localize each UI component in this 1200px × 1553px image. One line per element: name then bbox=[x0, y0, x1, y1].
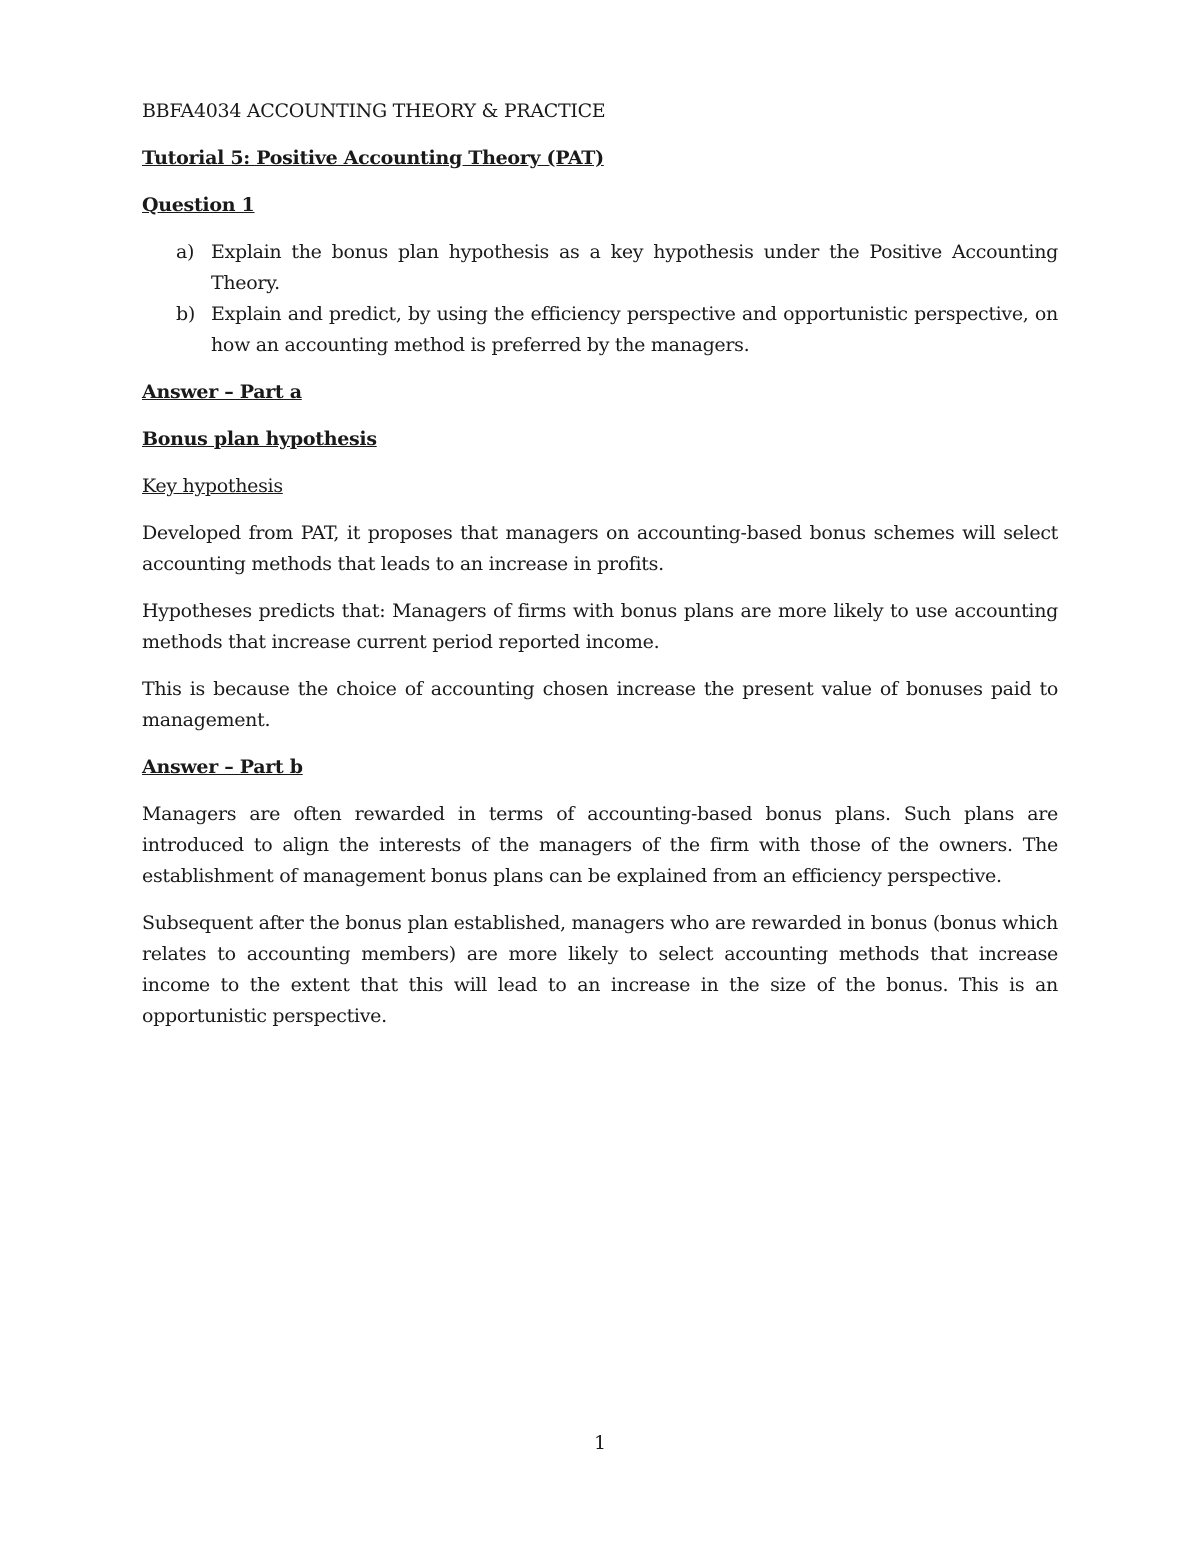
question-item-b bbox=[142, 299, 1058, 361]
answer-a-paragraph: Hypotheses predicts that: Managers of firms with bonus plans are more likely to use accounting methods that increase current period reported income. bbox=[142, 600, 1058, 653]
answer-b-paragraph: Subsequent after the bonus plan established, managers who are rewarded in bonus (bonus which relates to accounting members) are more likely to select accounting methods that increase income to the extent that this will lead to an increase in the size of the bonus. This is an opportunistic perspective. bbox=[142, 912, 1058, 1027]
answer-b-paragraph: Managers are often rewarded in terms of accounting-based bonus plans. Such plans are introduced to align the interests of the managers of the firm with those of the owners. The establishment of management bonus plans can be explained from an efficiency perspective. bbox=[142, 803, 1058, 887]
question-item-a bbox=[142, 237, 1058, 299]
bonus-plan-subheading: Bonus plan hypothesis bbox=[142, 428, 377, 450]
answer-a-heading: Answer – Part a bbox=[142, 381, 302, 403]
answer-b-heading: Answer – Part b bbox=[142, 756, 303, 778]
document-page bbox=[142, 96, 1058, 1048]
tutorial-title: Tutorial 5: Positive Accounting Theory (PAT) bbox=[142, 147, 604, 169]
answer-a-paragraph: This is because the choice of accounting chosen increase the present value of bonuses paid to management. bbox=[142, 678, 1058, 731]
question-text: Explain and predict, by using the efficiency perspective and opportunistic perspective, on how an accounting method is preferred by the managers. bbox=[211, 303, 1058, 356]
question-marker: a) bbox=[176, 241, 195, 263]
question-marker: b) bbox=[176, 303, 195, 325]
question-list bbox=[142, 237, 1058, 361]
question-heading: Question 1 bbox=[142, 194, 255, 216]
page-number: 1 bbox=[593, 1432, 607, 1454]
course-title: BBFA4034 ACCOUNTING THEORY & PRACTICE bbox=[142, 100, 606, 122]
key-hypothesis-label: Key hypothesis bbox=[142, 475, 283, 497]
answer-a-paragraph: Developed from PAT, it proposes that managers on accounting-based bonus schemes will select accounting methods that leads to an increase in profits. bbox=[142, 522, 1058, 575]
question-text: Explain the bonus plan hypothesis as a key hypothesis under the Positive Accounting Theory. bbox=[211, 241, 1058, 294]
